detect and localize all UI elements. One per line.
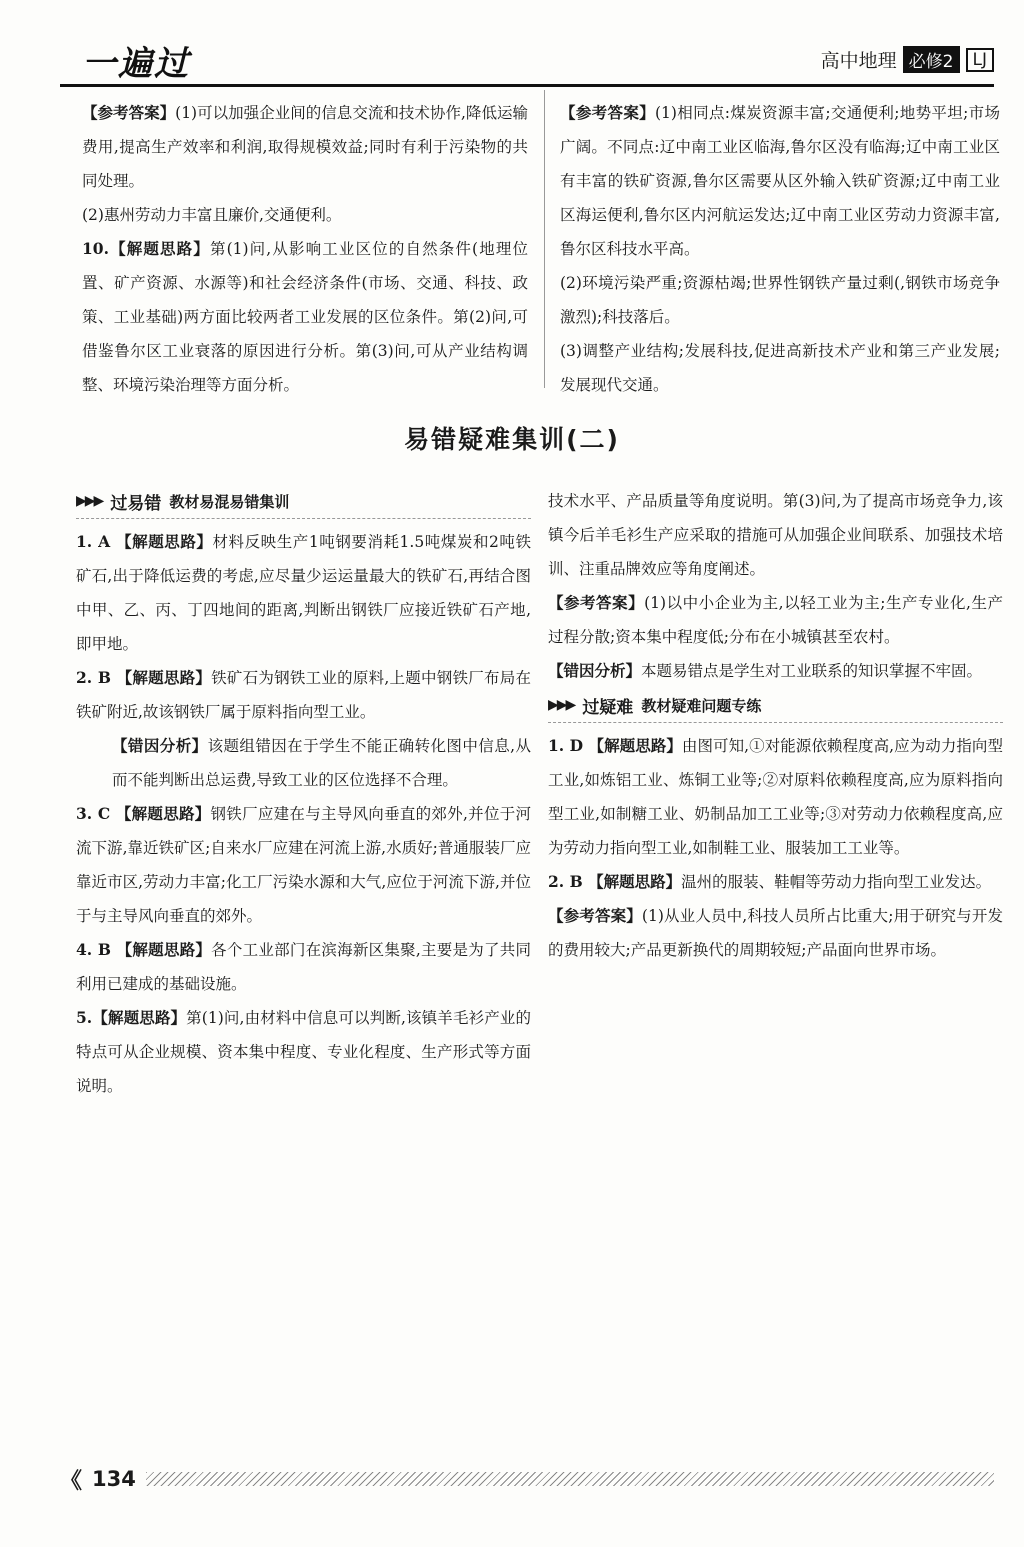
answer-label: 10.【解题思路】 (82, 239, 210, 258)
subsection-heading (76, 484, 531, 519)
answer-label: 2. B 【解题思路】 (548, 872, 682, 891)
column-divider (544, 90, 545, 388)
answer-label: 【错因分析】 (112, 736, 208, 755)
answer-text: (2)环境污染严重;资源枯竭;世界性钢铁产量过剩(,钢铁市场竞争激烈);科技落后。 (560, 274, 1000, 326)
subject-name: 高中地理 (820, 50, 897, 72)
top-left-column (82, 96, 528, 402)
answer-text: 铁矿石为钢铁工业的原料,上题中钢铁厂布局在铁矿附近,故该钢铁厂属于原料指向型工业。 (76, 669, 531, 721)
answer-paragraph (82, 232, 528, 402)
answer-paragraph (560, 334, 1000, 402)
answer-paragraph (76, 933, 531, 1001)
answer-label: 【参考答案】 (548, 906, 642, 925)
subsection-title: 过易错 (110, 493, 162, 514)
answer-paragraph (82, 198, 528, 232)
answer-paragraph (76, 1001, 531, 1103)
bottom-right-content-a (548, 484, 1003, 688)
answer-label: 【参考答案】 (548, 593, 645, 612)
answer-text: (2)惠州劳动力丰富且廉价,交通便利。 (82, 206, 342, 224)
answer-label: 【错因分析】 (548, 661, 642, 680)
answer-label: 【参考答案】 (560, 103, 655, 122)
bottom-left-column (76, 484, 531, 1103)
bottom-left-content (76, 525, 531, 1103)
answer-paragraph (548, 484, 1003, 586)
answer-text: 本题易错点是学生对工业联系的知识掌握不牢固。 (641, 662, 983, 680)
answer-text: 该题组错因在于学生不能正确转化图中信息,从而不能判断出总运费,导致工业的区位选择不合理。 (112, 737, 531, 789)
answer-paragraph (76, 729, 531, 797)
page-header (60, 32, 994, 87)
answer-label: 3. C 【解题思路】 (76, 804, 211, 823)
answer-text: 钢铁厂应建在与主导风向垂直的郊外,并位于河流下游,靠近铁矿区;自来水厂应建在河流上游,水质好;普通服装厂应靠近市区,劳动力丰富;化工厂污染水源和大气,应位于河流下游,并位于与主导风向垂直的郊外。 (76, 805, 531, 925)
footer-hatch (146, 1472, 994, 1486)
answer-text: (1)可以加强企业间的信息交流和技术协作,降低运输费用,提高生产效率和利润,取得规模效益;同时有利于污染物的共同处理。 (82, 104, 528, 190)
answer-label: 1. D 【解题思路】 (548, 736, 682, 755)
answer-paragraph (82, 96, 528, 198)
answer-text: (1)以中小企业为主,以轻工业为主;生产专业化,生产过程分散;资本集中程度低;分布在小城镇甚至农村。 (548, 594, 1003, 646)
subject-label (821, 46, 994, 73)
bottom-right-column (548, 484, 1003, 967)
answer-paragraph (76, 525, 531, 661)
edition-tag: LJ (966, 48, 995, 72)
answer-paragraph (548, 865, 1003, 899)
answer-text: 由图可知,①对能源依赖程度高,应为动力指向型工业,如炼铝工业、炼铜工业等;②对原料依赖程度高,应为原料指向型工业,如制糖工业、奶制品加工工业等;③对劳动力依赖程度高,应为劳动力指向型工业,如制鞋工业、服装加工工业等。 (548, 737, 1003, 857)
answer-paragraph (76, 797, 531, 933)
subsection-subtitle-2: 教材疑难问题专练 (641, 696, 762, 715)
subsection-subtitle: 教材易混易错集训 (169, 492, 290, 511)
answer-text: 第(1)问,由材料中信息可以判断,该镇羊毛衫产业的特点可从企业规模、资本集中程度、专业化程度、生产形式等方面说明。 (76, 1009, 532, 1095)
heading-marker-icon: ▶▶▶ (76, 493, 103, 509)
top-right-column (560, 96, 1000, 402)
section-title: 易错疑难集训(二) (404, 425, 620, 454)
answer-label: 5.【解题思路】 (76, 1008, 187, 1027)
answer-text: (1)从业人员中,科技人员所占比重大;用于研究与开发的费用较大;产品更新换代的周期较短;产品面向世界市场。 (548, 907, 1003, 959)
brand-logo: 一遍过 (82, 44, 190, 84)
answer-paragraph (548, 654, 1003, 688)
answer-text: (3)调整产业结构;发展科技,促进高新技术产业和第三产业发展;发展现代交通。 (560, 342, 1000, 394)
answer-text: (1)相同点:煤炭资源丰富;交通便利;地势平坦;市场广阔。不同点:辽中南工业区临海,鲁尔区没有临海;辽中南工业区有丰富的铁矿资源,鲁尔区需要从区外输入铁矿资源;辽中南工业区海运便利,鲁尔区内河航运发达;辽中南工业区劳动力资源丰富,鲁尔区科技水平高。 (560, 104, 1000, 258)
answer-label: 2. B 【解题思路】 (76, 668, 212, 687)
answer-paragraph (560, 96, 1000, 266)
answer-label: 1. A 【解题思路】 (76, 532, 213, 551)
subsection-heading-2 (548, 688, 1003, 723)
subsection-title-2: 过疑难 (582, 697, 634, 718)
answer-text: 第(1)问,从影响工业区位的自然条件(地理位置、矿产资源、水源等)和社会经济条件(市场、交通、科技、政策、工业基础)两方面比较两者工业发展的区位条件。第(2)问,可借鉴鲁尔区工业衰落的原因进行分析。第(3)问,可从产业结构调整、环境污染治理等方面分析。 (82, 240, 528, 394)
prev-chevron-icon: 《 (60, 1467, 83, 1494)
answer-text: 技术水平、产品质量等角度说明。第(3)问,为了提高市场竞争力,该镇今后羊毛衫生产应采取的措施可从加强企业间联系、加强技术培训、注重品牌效应等角度阐述。 (548, 492, 1003, 578)
answer-text: 温州的服装、鞋帽等劳动力指向型工业发达。 (681, 873, 992, 891)
heading-marker-icon: ▶▶▶ (548, 697, 575, 713)
bottom-right-content-b (548, 729, 1003, 967)
answer-paragraph (548, 586, 1003, 654)
answer-paragraph (548, 729, 1003, 865)
answer-label: 【参考答案】 (82, 103, 176, 122)
answer-paragraph (548, 899, 1003, 967)
answer-text: 材料反映生产1吨钢要消耗1.5吨煤炭和2吨铁矿石,出于降低运费的考虑,应尽量少运运量最大的铁矿石,再结合图中甲、乙、丙、丁四地间的距离,判断出钢铁厂应接近铁矿石产地,即甲地。 (76, 533, 531, 653)
page-number: 134 (92, 1467, 136, 1491)
page-footer (60, 1464, 994, 1494)
answer-text: 各个工业部门在滨海新区集聚,主要是为了共同利用已建成的基础设施。 (76, 941, 531, 993)
answer-paragraph (76, 661, 531, 729)
volume-tag: 必修2 (903, 46, 960, 73)
answer-label: 4. B 【解题思路】 (76, 940, 212, 959)
answer-paragraph (560, 266, 1000, 334)
